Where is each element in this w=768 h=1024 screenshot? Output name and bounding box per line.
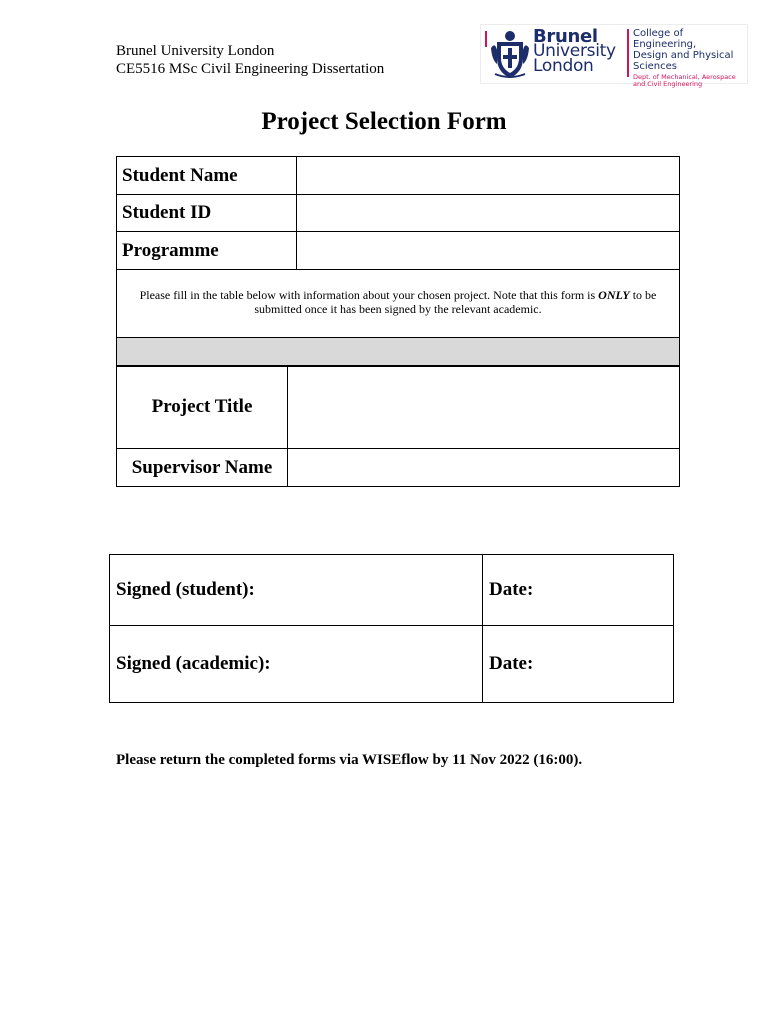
logo-divider <box>627 29 629 77</box>
department-name <box>633 74 745 88</box>
supervisor-name-field[interactable] <box>288 449 680 487</box>
table-row <box>110 555 674 626</box>
college-name <box>633 28 745 88</box>
table-row <box>117 232 680 270</box>
student-name-label: Student Name <box>117 157 297 195</box>
table-row <box>110 626 674 703</box>
return-instructions: Please return the completed forms via WISEflow by 11 Nov 2022 (16:00). <box>116 752 583 768</box>
document-header <box>116 42 384 78</box>
programme-label: Programme <box>117 232 297 270</box>
academic-date-field[interactable] <box>483 626 674 703</box>
university-name: Brunel University London <box>116 43 275 59</box>
student-details-table <box>116 156 680 367</box>
note-text: to be submitted once it has been signed by the relevant academic. <box>254 288 657 316</box>
brunel-logo <box>480 24 748 88</box>
student-signature-field[interactable] <box>110 555 483 626</box>
form-title: Project Selection Form <box>261 108 507 135</box>
wordmark-london: London <box>533 56 594 76</box>
date-label: Date: <box>489 653 534 674</box>
project-title-label: Project Title <box>117 366 288 449</box>
department-line: and Civil Engineering <box>633 80 703 88</box>
student-date-field[interactable] <box>483 555 674 626</box>
academic-signature-field[interactable] <box>110 626 483 703</box>
date-label: Date: <box>489 579 534 600</box>
table-row <box>117 157 680 195</box>
shaded-cell <box>117 338 680 367</box>
table-row <box>117 195 680 232</box>
academic-signature-label: Signed (academic): <box>116 653 271 674</box>
shaded-separator-row <box>117 338 680 367</box>
student-id-field[interactable] <box>297 195 680 232</box>
logo-accent-mark <box>485 31 487 47</box>
department-line: Dept. of Mechanical, Aerospace <box>633 73 736 81</box>
signature-table <box>109 554 674 703</box>
table-row <box>117 449 680 487</box>
crest-icon <box>489 28 531 80</box>
project-title-field[interactable] <box>288 366 680 449</box>
note-emphasis: ONLY <box>598 288 630 302</box>
course-name: CE5516 MSc Civil Engineering Dissertation <box>116 61 385 77</box>
student-name-field[interactable] <box>297 157 680 195</box>
project-details-table <box>116 365 680 487</box>
student-signature-label: Signed (student): <box>116 579 255 600</box>
table-row <box>117 270 680 338</box>
student-id-label: Student ID <box>117 195 297 232</box>
instruction-note <box>117 270 680 338</box>
wordmark-university: University <box>533 41 616 61</box>
note-text: Please fill in the table below with information about your chosen project. Note that this form is <box>139 288 599 302</box>
table-row <box>117 366 680 449</box>
programme-field[interactable] <box>297 232 680 270</box>
supervisor-name-label: Supervisor Name <box>117 449 288 487</box>
brunel-wordmark <box>533 25 629 87</box>
college-line: Design and Physical <box>633 50 734 61</box>
college-line: Sciences <box>633 61 677 72</box>
wordmark-brunel: Brunel <box>533 26 598 47</box>
college-line: College of Engineering, <box>633 28 697 50</box>
